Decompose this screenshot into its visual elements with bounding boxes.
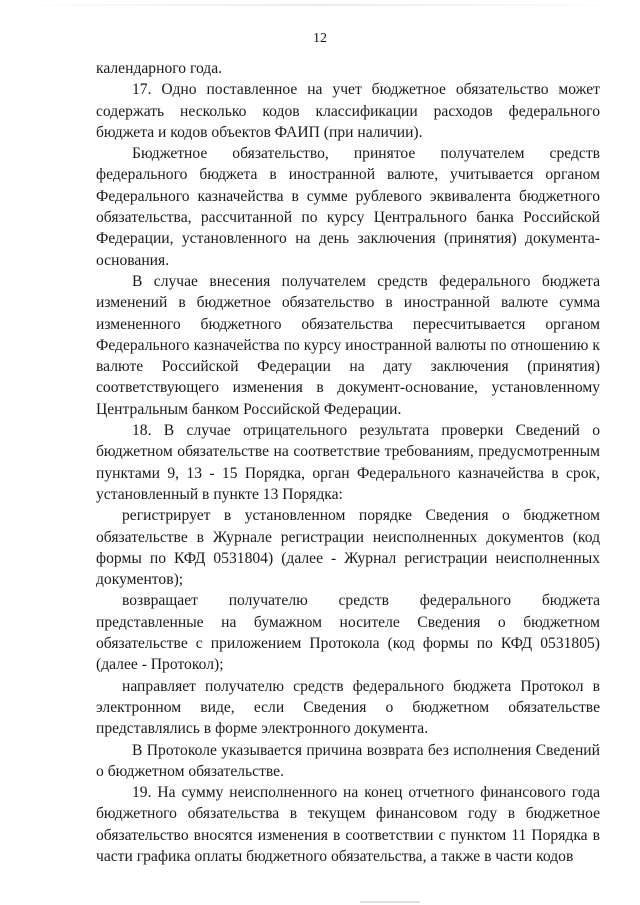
paragraph-item-17: 17. Одно поставленное на учет бюджетное обязательство может содержать несколько кодов классификации расходов федерального бюджета и кодов объектов ФАИП (при наличии). <box>96 81 600 141</box>
paragraph-item-19: 19. На сумму неисполненного на конец отчетного финансового года бюджетного обязательства в текущем финансовом году в бюджетное обязательство вносятся изменения в соответствии с пунктом 11 Порядка в части графика оплаты бюджетного обязательства, а также в части кодов <box>96 784 600 865</box>
paragraph-foreign-currency: Бюджетное обязательство, принятое получателем средств федерального бюджета в иностранной валюте, учитывается органом Федерального казначейства в сумме рублевого эквивалента бюджетного обязательства, рассчитанной по курсу Центрального банка Российской Федерации, установленного на день заключения (принятия) документа-основания. <box>96 145 600 269</box>
list-item-sends-protocol: направляет получателю средств федерального бюджета Протокол в электронном виде, если Сведения о бюджетном обязательстве представлялись в форме электронного документа. <box>96 677 600 738</box>
page-number: 12 <box>313 31 327 46</box>
document-body <box>96 58 600 867</box>
scan-artifact-top <box>0 4 640 6</box>
list-item-returns: возвращает получателю средств федерального бюджета представленные на бумажном носителе Сведения о бюджетном обязательстве с приложением Протокола (код формы по КФД 0531805) (далее - Протокол); <box>96 592 600 674</box>
list-item-registers: регистрирует в установленном порядке Сведения о бюджетном обязательстве в Журнале регистрации неисполненных документов (код формы по КФД 0531804) (далее - Журнал регистрации неисполненных документов); <box>96 507 600 589</box>
paragraph-changes-recalculation: В случае внесения получателем средств федерального бюджета изменений в бюджетное обязательство в иностранной валюте сумма измененного бюджетного обязательства пересчитывается органом Федерального казначейства по курсу иностранной валюты по отношению к валюте Российской Федерации на дату заключения (принятия) соответствующего изменения в документ-основание, установленному Центральным банком Российской Федерации. <box>96 272 600 418</box>
paragraph-protocol-reason: В Протоколе указывается причина возврата без исполнения Сведений о бюджетном обязательстве. <box>96 741 600 780</box>
paragraph-continuation: календарного года. <box>96 60 223 77</box>
scan-artifact-bottom <box>360 901 420 903</box>
paragraph-item-18: 18. В случае отрицательного результата проверки Сведений о бюджетном обязательстве на соответствие требованиям, предусмотренным пунктами 9, 13 - 15 Порядка, орган Федерального казначейства в срок, установленный в пункте 13 Порядка: <box>96 422 600 503</box>
